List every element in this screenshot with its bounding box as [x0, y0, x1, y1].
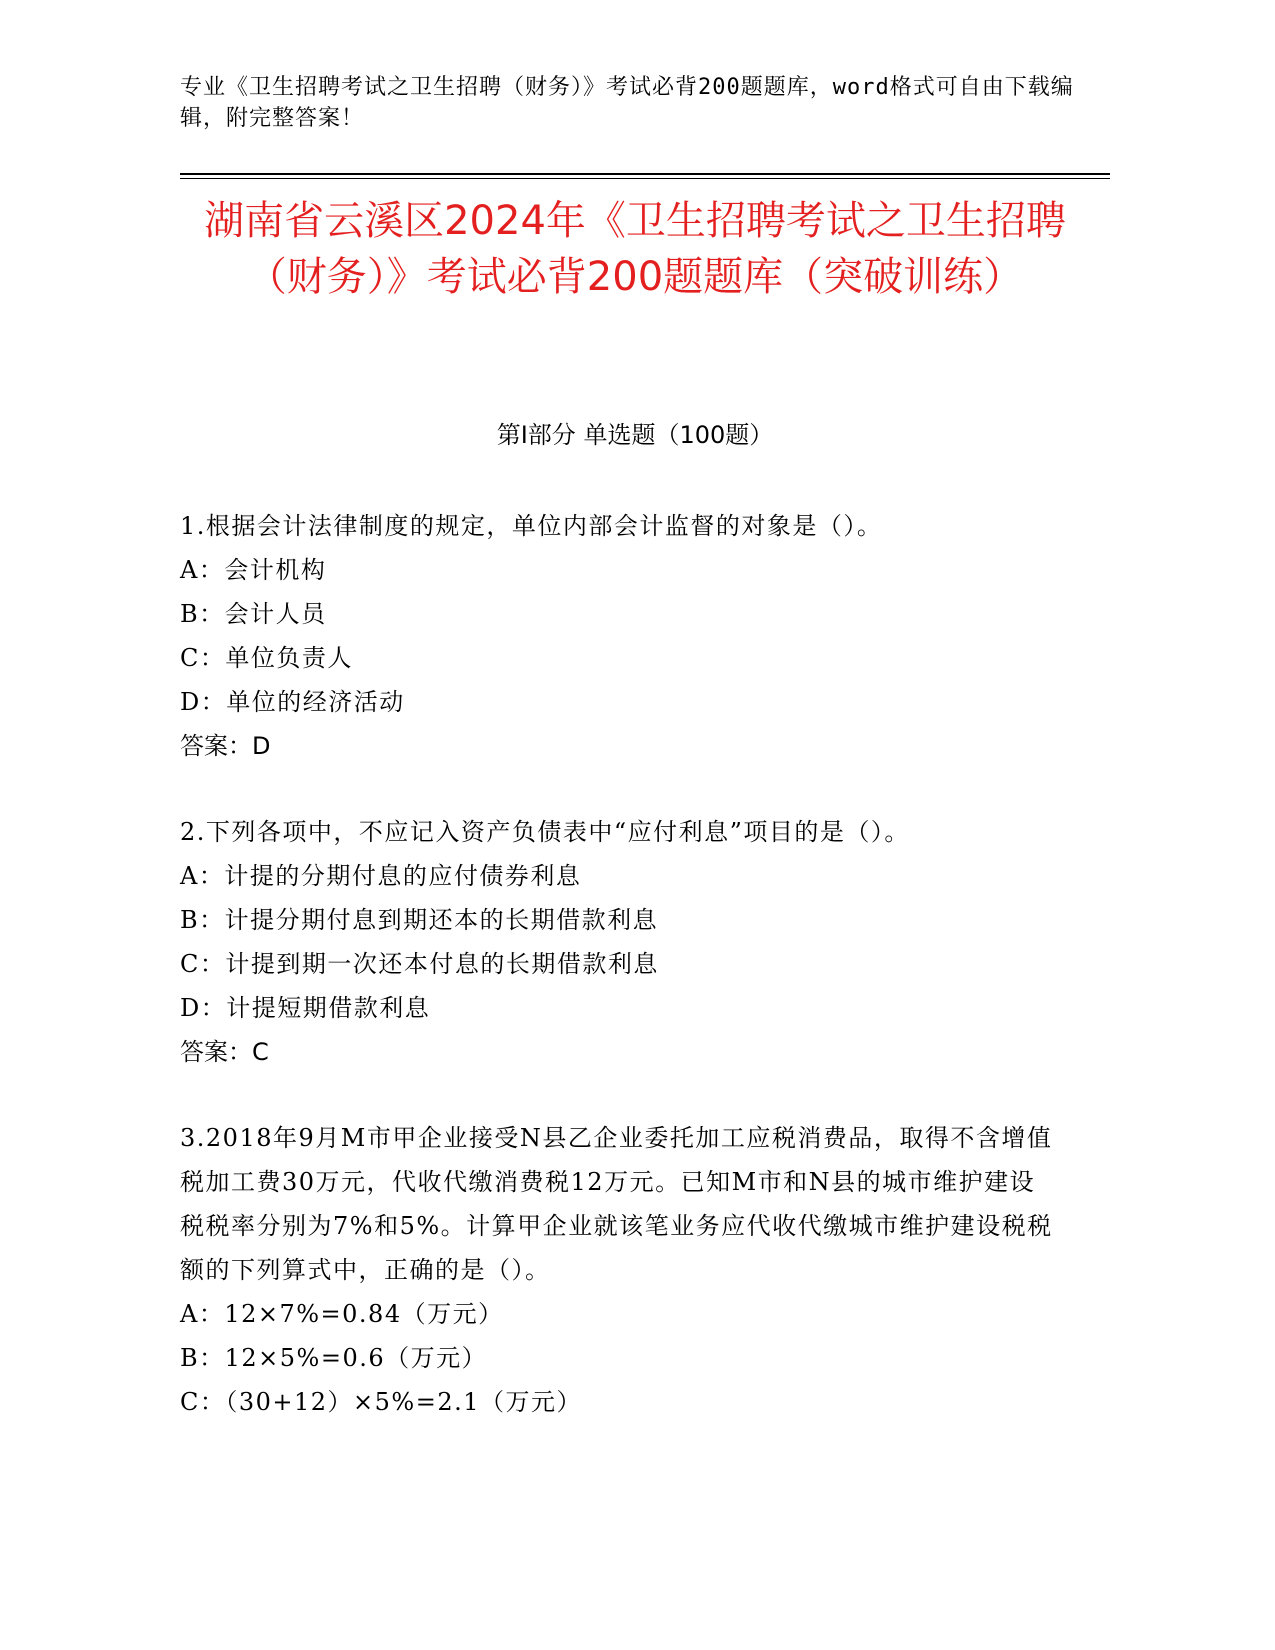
question-stem: 3.2018年9月M市甲企业接受N县乙企业委托加工应税消费品，取得不含增值税加工费30万元，代收代缴消费税12万元。已知M市和N县的城市维护建设税税率分别为7%和5%。计算甲企业就该笔业务应代收代缴城市维护建设税税额的下列算式中，正确的是（）。 — [180, 1124, 1053, 1284]
option-b: B：计提分期付息到期还本的长期借款利息 — [180, 906, 659, 934]
answer-line: 答案：C — [180, 1038, 269, 1066]
option-b: B：12×5%=0.6（万元） — [180, 1344, 488, 1372]
option-a: A：12×7%=0.84（万元） — [180, 1300, 504, 1328]
question-2 — [180, 810, 1060, 1074]
option-a: A：计提的分期付息的应付债券利息 — [180, 862, 582, 890]
question-1 — [180, 504, 1060, 768]
option-d: D：单位的经济活动 — [180, 688, 405, 716]
header-note: 专业《卫生招聘考试之卫生招聘（财务）》考试必背200题题库，word格式可自由下载编辑，附完整答案！ — [180, 75, 1074, 131]
option-d: D：计提短期借款利息 — [180, 994, 431, 1022]
document-title: 湖南省云溪区2024年《卫生招聘考试之卫生招聘（财务）》考试必背200题题库（突破训练） — [204, 198, 1066, 300]
question-list — [180, 504, 1060, 1466]
question-stem: 2.下列各项中，不应记入资产负债表中“应付利息”项目的是（）。 — [180, 818, 910, 846]
option-c: C：单位负责人 — [180, 644, 353, 672]
section-heading: 第I部分 单选题（100题） — [496, 421, 774, 449]
header-divider-thick — [180, 173, 1110, 175]
question-stem: 1.根据会计法律制度的规定，单位内部会计监督的对象是（）。 — [180, 512, 883, 540]
answer-line: 答案：D — [180, 732, 271, 760]
option-a: A：会计机构 — [180, 556, 327, 584]
option-c: C：（30+12）×5%=2.1（万元） — [180, 1388, 583, 1416]
question-3 — [180, 1116, 1060, 1424]
option-b: B：会计人员 — [180, 600, 327, 628]
option-c: C：计提到期一次还本付息的长期借款利息 — [180, 950, 659, 978]
header-divider-thin — [180, 178, 1110, 179]
